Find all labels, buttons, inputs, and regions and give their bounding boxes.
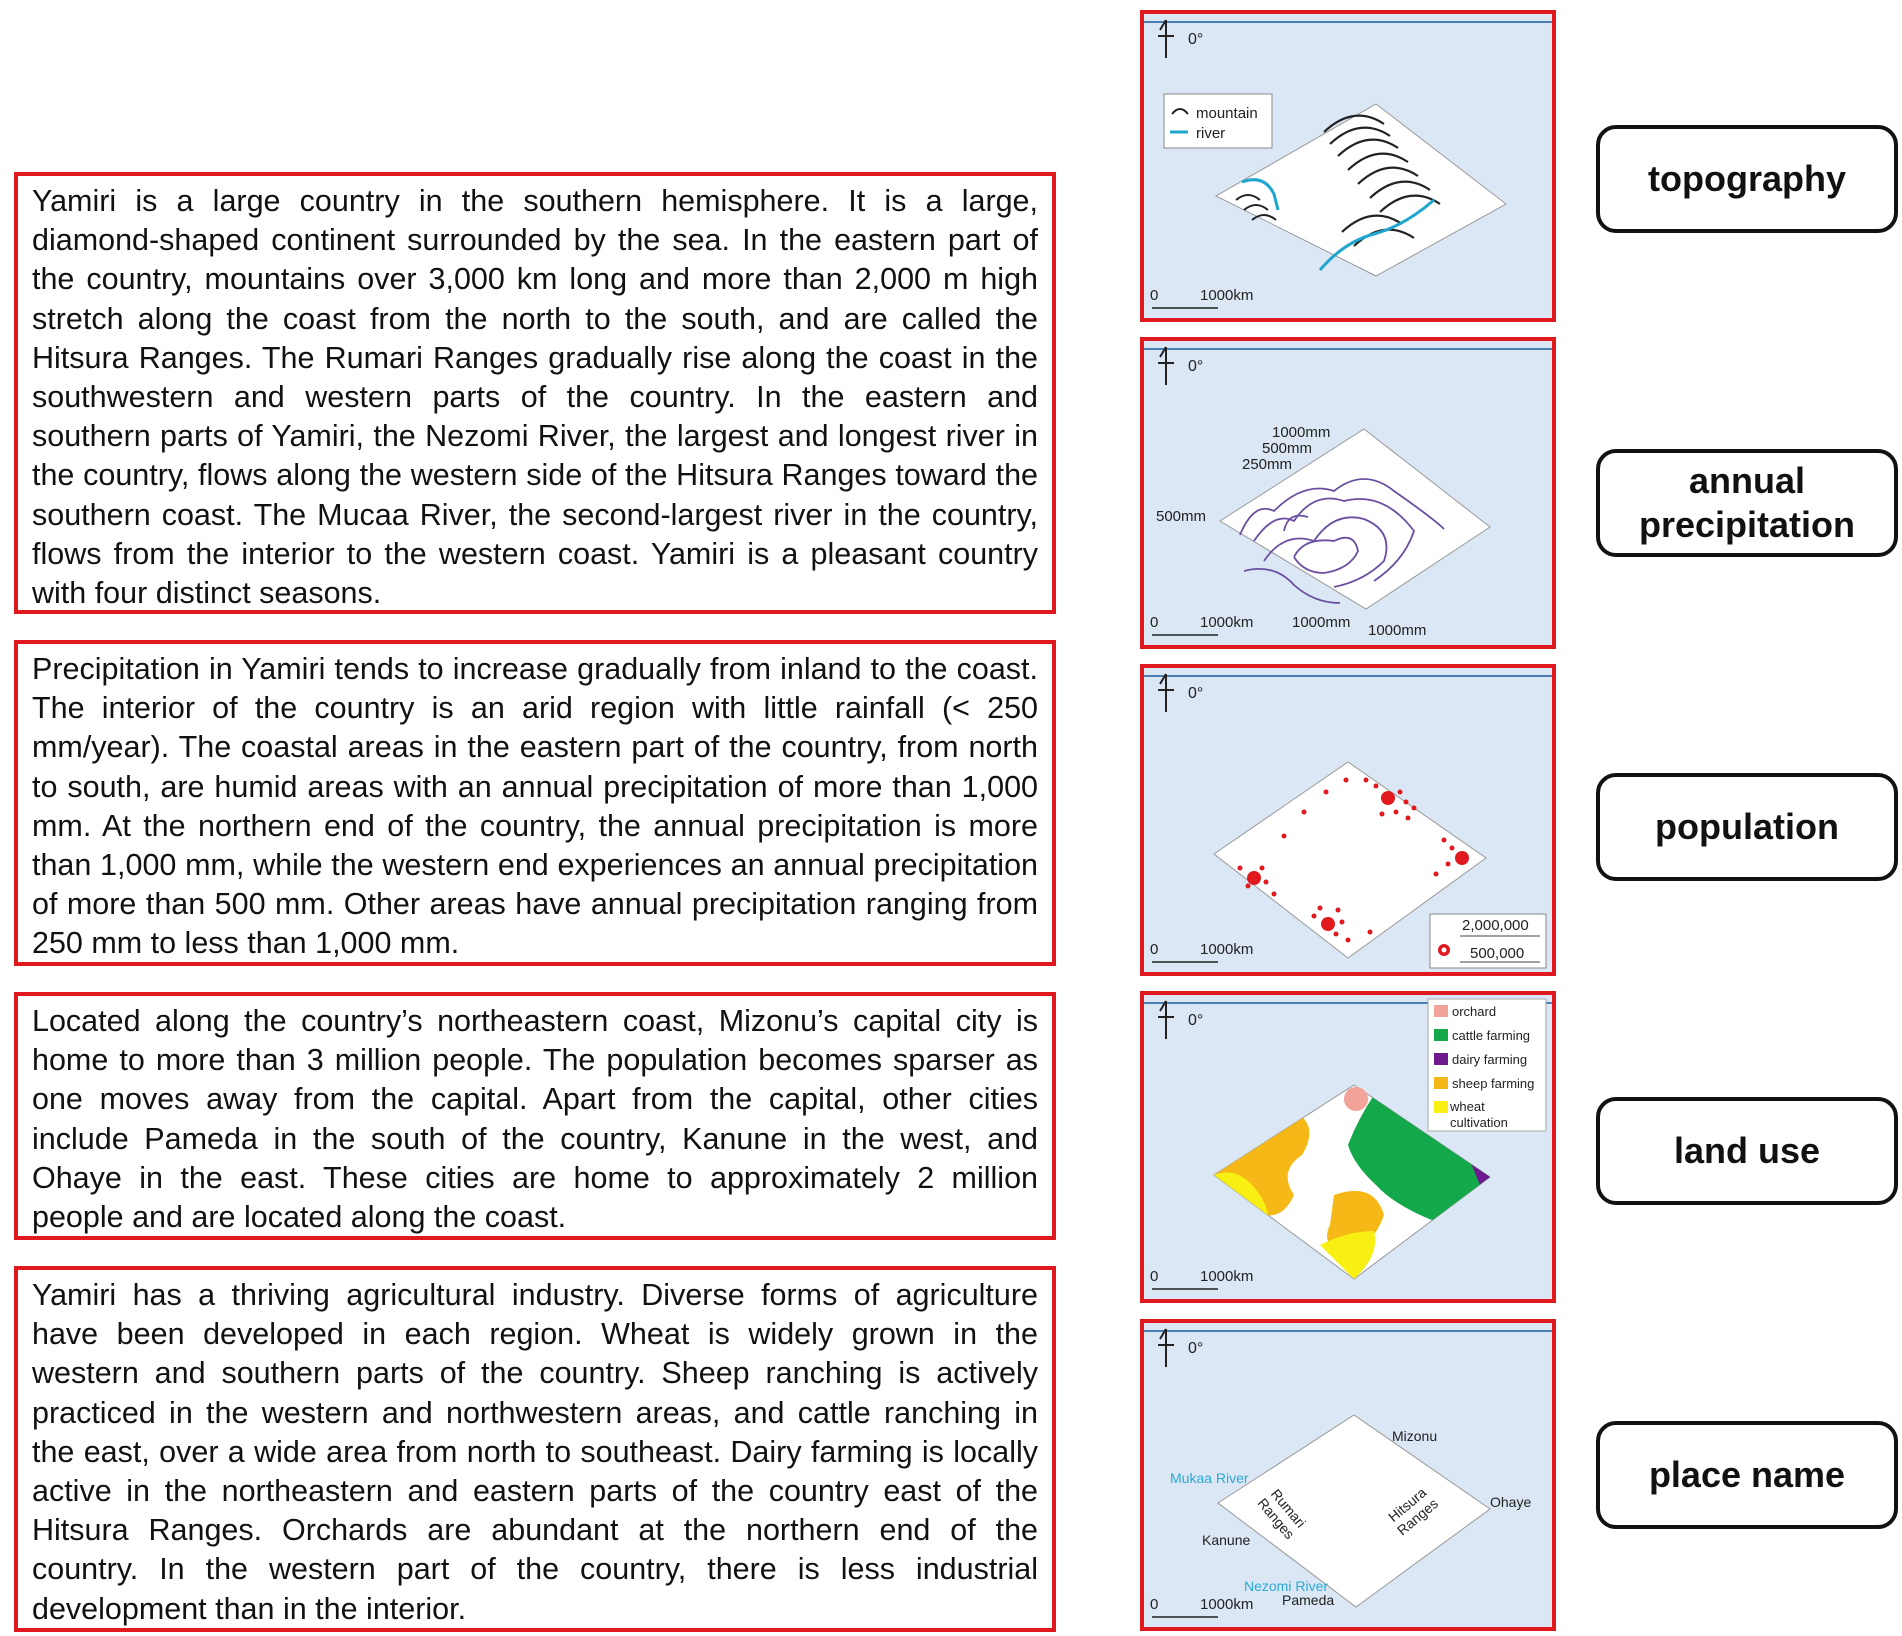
map-topography [1140, 10, 1556, 322]
range-hitsura: Hitsura Ranges [1385, 1484, 1442, 1539]
scale-distance: 1000km [1200, 614, 1254, 631]
sheep-swatch [1434, 1077, 1448, 1089]
wheat-swatch [1434, 1101, 1448, 1113]
orchard-region [1344, 1087, 1368, 1111]
label-land-use: land use [1596, 1097, 1898, 1205]
city-mizonu: Mizonu [1392, 1428, 1438, 1444]
paragraph-topography: Yamiri is a large country in the southern hemisphere. It is a large, diamond-shaped continent surrounded by the sea. In the eastern part of the country, mountains over 3,000 km long and more than 2,000 m high stretch along the coast from the north to the south, and are called the Hitsura Ranges. The Rumari Ranges gradually rise along the coast in the southwestern and western parts of the country. In the eastern and southern parts of Yamiri, the Nezomi River, the largest and longest river in the country, flows along the western side of the Hitsura Ranges toward the southern coast. The Mucaa River, the second-largest river in the country, flows from the interior to the western coast. Yamiri is a pleasant country with four distinct seasons. [14, 172, 1056, 614]
scale-distance: 1000km [1200, 1268, 1254, 1285]
isohyet-label-500-north: 500mm [1262, 440, 1313, 457]
legend-wheat: wheat cultivation [1450, 1099, 1508, 1130]
scale-distance: 1000km [1200, 1596, 1254, 1613]
north-arrow-icon [1158, 1001, 1174, 1039]
north-arrow-icon [1158, 674, 1174, 712]
degree-label: 0° [1188, 685, 1204, 702]
north-arrow-icon [1158, 1329, 1174, 1367]
legend-mountain: mountain [1196, 105, 1258, 122]
label-annual-precipitation: annual precipitation [1596, 449, 1898, 557]
city-ohaye-dot [1455, 851, 1469, 865]
map-topography-canvas [1144, 14, 1552, 318]
map-precipitation [1140, 337, 1556, 649]
isohyet-label-1000-south: 1000mm [1292, 614, 1351, 631]
legend-orchard: orchard [1452, 1004, 1497, 1019]
legend-river: river [1196, 125, 1226, 142]
map-place-name-canvas [1144, 1323, 1552, 1627]
paragraph-land-use: Yamiri has a thriving agricultural industry. Diverse forms of agriculture have been developed in each region. Wheat is widely grown in the western and southern parts of the country. Sheep ranching is actively practiced in the western and northwestern areas, and cattle ranching in the east, over a wide area from north to southeast. Dairy farming is locally active in the northeastern and eastern parts of the country east of the Hitsura Ranges. Orchards are abundant at the northern end of the country. In the western part of the country, there is less industrial development than in the interior. [14, 1266, 1056, 1632]
label-population: population [1596, 773, 1898, 881]
city-pameda-dot [1321, 917, 1335, 931]
range-rumari: Rumari Ranges [1254, 1485, 1310, 1543]
scale-zero: 0 [1150, 941, 1159, 958]
legend-cattle: cattle farming [1452, 1028, 1531, 1043]
scale-zero: 0 [1150, 1268, 1159, 1285]
label-topography: topography [1596, 125, 1898, 233]
legend-wheat-wrapper [1450, 1099, 1542, 1133]
river-mukaa: Mukaa River [1170, 1470, 1249, 1486]
city-ohaye: Ohaye [1490, 1494, 1532, 1510]
degree-label: 0° [1188, 1340, 1204, 1357]
map-precipitation-canvas [1144, 341, 1552, 645]
degree-label: 0° [1188, 1012, 1204, 1029]
city-pameda: Pameda [1282, 1592, 1335, 1608]
city-mizonu-dot [1381, 791, 1395, 805]
paragraph-precipitation: Precipitation in Yamiri tends to increase gradually from inland to the coast. The interior of the country is an arid region with little rainfall (< 250 mm/year). The coastal areas in the eastern part of the country, from north to south, are humid areas with an annual precipitation of more than 1,000 mm. At the northern end of the country, the annual precipitation is more than 1,000 mm, while the western end experiences an annual precipitation of more than 500 mm. Other areas have annual precipitation ranging from 250 mm to less than 1,000 mm. [14, 640, 1056, 966]
legend-500000: 500,000 [1470, 945, 1525, 962]
isohyet-label-500-west: 500mm [1156, 508, 1207, 525]
scale-distance: 1000km [1200, 941, 1254, 958]
dairy-swatch [1434, 1053, 1448, 1065]
river-nezomi: Nezomi River [1244, 1578, 1329, 1594]
degree-label: 0° [1188, 31, 1204, 48]
scale-zero: 0 [1150, 1596, 1159, 1613]
city-kanune-dot [1247, 871, 1261, 885]
scale-zero: 0 [1150, 287, 1159, 304]
city-kanune: Kanune [1202, 1532, 1251, 1548]
map-land-use-canvas [1144, 995, 1552, 1299]
isohyet-label-1000-north: 1000mm [1272, 424, 1331, 441]
paragraph-population: Located along the country’s northeastern coast, Mizonu’s capital city is home to more than 3 million people. The population becomes sparser as one moves away from the capital. Apart from the capital, other cities include Pameda in the south of the country, Kanune in the west, and Ohaye in the east. These cities are home to approximately 2 million people and are located along the coast. [14, 992, 1056, 1240]
legend-sheep: sheep farming [1452, 1076, 1535, 1091]
legend-2000000: 2,000,000 [1462, 917, 1529, 934]
north-arrow-icon [1158, 347, 1174, 385]
map-place-name [1140, 1319, 1556, 1631]
scale-zero: 0 [1150, 614, 1159, 631]
orchard-swatch [1434, 1005, 1448, 1017]
north-arrow-icon [1158, 20, 1174, 58]
isohyet-label-250: 250mm [1242, 456, 1293, 473]
map-population [1140, 664, 1556, 976]
isohyet-label-1000-southeast: 1000mm [1368, 622, 1427, 639]
scale-distance: 1000km [1200, 287, 1254, 304]
map-population-canvas [1144, 668, 1552, 972]
label-place-name: place name [1596, 1421, 1898, 1529]
legend-dairy: dairy farming [1452, 1052, 1528, 1067]
map-land-use [1140, 991, 1556, 1303]
degree-label: 0° [1188, 358, 1204, 375]
cattle-swatch [1434, 1029, 1448, 1041]
